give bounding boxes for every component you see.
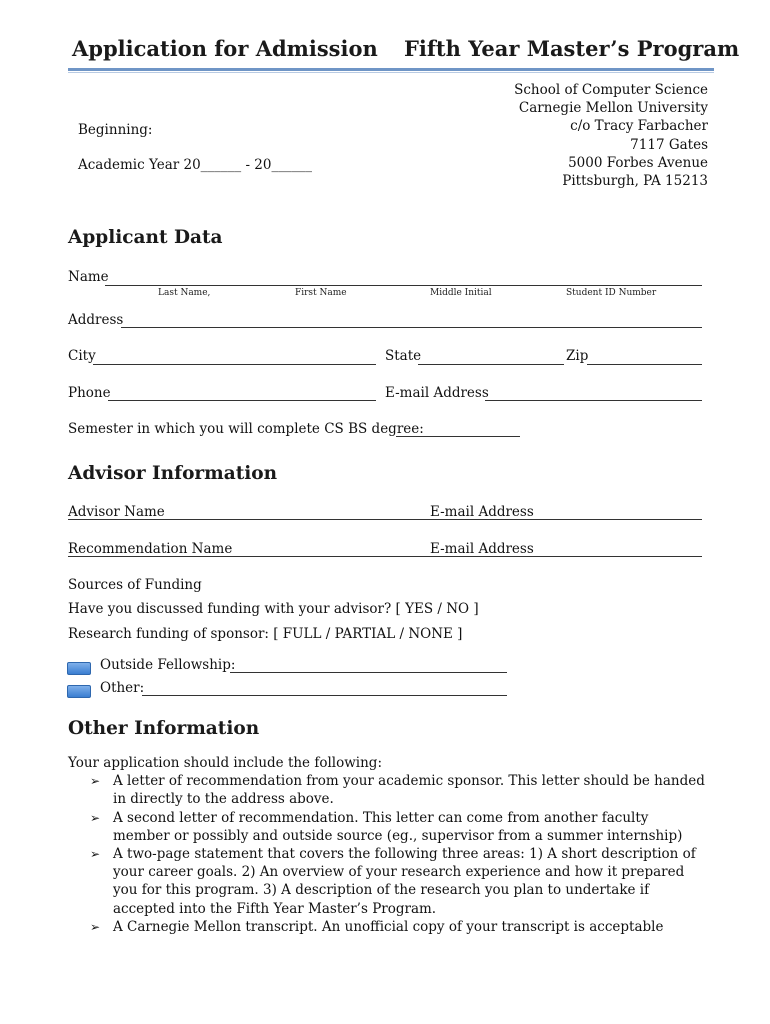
arrow-bullet-icon: ➢	[90, 810, 101, 825]
header-rule-thin	[68, 72, 714, 73]
other-funding-label: Other:	[100, 680, 145, 696]
advisor-heading: Advisor Information	[68, 463, 278, 484]
recommendation-email-field[interactable]	[430, 556, 702, 557]
requirements-intro: Your application should include the following:	[68, 755, 382, 771]
funding-label: Sources of Funding	[68, 577, 202, 593]
address-label: Address	[68, 312, 124, 328]
name-field[interactable]	[105, 285, 702, 286]
header-rule	[68, 68, 714, 71]
list-item-text: A second letter of recommendation. This letter can come from another faculty member or possibly and outside source (eg., supervisor from a summer internship)	[113, 809, 683, 844]
arrow-bullet-icon: ➢	[90, 919, 101, 934]
applicant-data-heading: Applicant Data	[68, 227, 223, 248]
address-line: 5000 Forbes Avenue	[568, 154, 708, 171]
advisor-name-label: Advisor Name	[68, 504, 165, 520]
student-id-sublabel: Student ID Number	[566, 288, 657, 298]
other-funding-field[interactable]	[142, 695, 507, 696]
semester-label: Semester in which you will complete CS BS degree:	[68, 421, 424, 437]
arrow-bullet-icon: ➢	[90, 847, 101, 862]
address-field[interactable]	[121, 327, 702, 328]
email-label: E-mail Address	[385, 385, 489, 401]
advisor-name-field[interactable]	[68, 519, 430, 520]
beginning-label: Beginning:	[78, 122, 153, 138]
discussed-funding-question[interactable]: Have you discussed funding with your advisor? [ YES / NO ]	[68, 601, 479, 617]
phone-label: Phone	[68, 385, 111, 401]
requirements-list	[68, 754, 708, 936]
phone-field[interactable]	[108, 400, 376, 401]
city-field[interactable]	[93, 364, 376, 365]
sponsor-funding-question[interactable]: Research funding of sponsor: [ FULL / PARTIAL / NONE ]	[68, 626, 463, 642]
recommendation-email-label: E-mail Address	[430, 541, 534, 557]
recommendation-name-label: Recommendation Name	[68, 541, 233, 557]
outside-fellowship-field[interactable]	[230, 672, 507, 673]
city-label: City	[68, 348, 96, 364]
address-line: Pittsburgh, PA 15213	[562, 173, 708, 190]
list-item	[68, 772, 708, 808]
other-information-heading: Other Information	[68, 718, 260, 739]
name-label: Name	[68, 269, 109, 285]
list-item	[68, 809, 708, 845]
outside-fellowship-label: Outside Fellowship:	[100, 657, 236, 673]
list-item	[68, 918, 708, 936]
other-funding-checkbox[interactable]	[67, 685, 91, 698]
address-line: School of Computer Science	[514, 82, 708, 98]
advisor-email-label: E-mail Address	[430, 504, 534, 520]
list-item-text: A Carnegie Mellon transcript. An unofficial copy of your transcript is acceptable	[113, 918, 664, 935]
recommendation-name-field[interactable]	[68, 556, 430, 557]
first-name-sublabel: First Name	[295, 288, 347, 298]
state-field[interactable]	[418, 364, 564, 365]
mailing-address	[514, 81, 708, 190]
semester-field[interactable]	[396, 436, 520, 437]
outside-fellowship-checkbox[interactable]	[67, 662, 91, 675]
middle-initial-sublabel: Middle Initial	[430, 288, 492, 298]
state-label: State	[385, 348, 422, 364]
zip-field[interactable]	[587, 364, 702, 365]
zip-label: Zip	[566, 348, 589, 364]
arrow-bullet-icon: ➢	[90, 774, 101, 789]
email-field[interactable]	[485, 400, 702, 401]
form-title: Application for Admission	[72, 36, 378, 61]
academic-year-field[interactable]: Academic Year 20______ - 20______	[78, 157, 312, 173]
list-item-text: A letter of recommendation from your academic sponsor. This letter should be handed in directly to the address above.	[113, 773, 705, 808]
address-line: c/o Tracy Farbacher	[570, 118, 708, 135]
program-title: Fifth Year Master’s Program	[404, 36, 740, 61]
address-line: Carnegie Mellon University	[518, 100, 708, 117]
list-item-text: A two-page statement that covers the following three areas: 1) A short description of your career goals. 2) An overview of your research experience and how it prepared you for this program. 3) A description of the research you plan to undertake if accepted into the Fifth Year Master’s Program.	[113, 846, 696, 917]
address-line: 7117 Gates	[630, 136, 708, 153]
last-name-sublabel: Last Name,	[158, 288, 211, 298]
list-item	[68, 845, 708, 918]
advisor-email-field[interactable]	[430, 519, 702, 520]
